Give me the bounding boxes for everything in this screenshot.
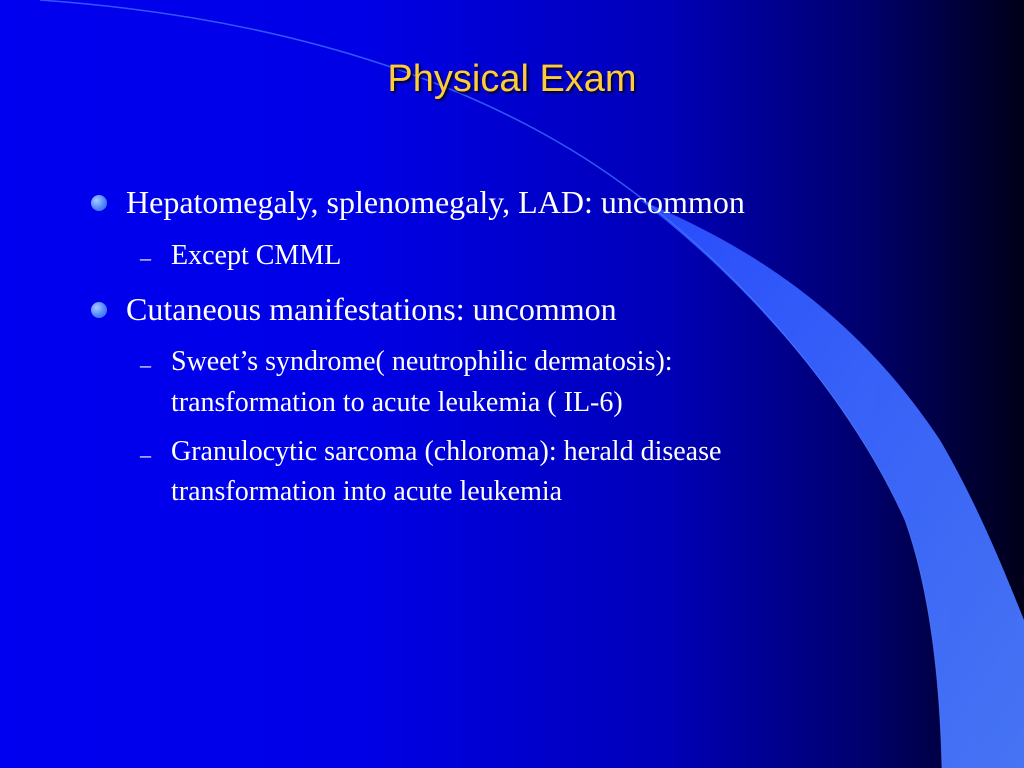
sub-item-2-1-line-2: transformation to acute leukemia ( IL-6) <box>171 387 623 418</box>
sub-bullet-dash: – <box>140 442 151 467</box>
sub-bullet-dash: – <box>140 245 151 270</box>
slide-title: Physical Exam <box>387 58 637 100</box>
sub-bullet-dash: – <box>140 352 151 377</box>
sub-item-1-1-line-1: Except CMML <box>171 240 342 271</box>
sub-item-2-1-line-1: Sweet’s syndrome( neutrophilic dermatosis): <box>171 346 673 377</box>
bullet-dot <box>91 302 107 318</box>
bullet-dot <box>91 195 107 211</box>
bullet-item-2: Cutaneous manifestations: uncommon <box>126 291 617 327</box>
bullet-item-1: Hepatomegaly, splenomegaly, LAD: uncommon <box>126 184 745 220</box>
sub-item-2-2-line-2: transformation into acute leukemia <box>171 476 563 507</box>
sub-item-2-2-line-1: Granulocytic sarcoma (chloroma): herald disease <box>171 436 722 467</box>
